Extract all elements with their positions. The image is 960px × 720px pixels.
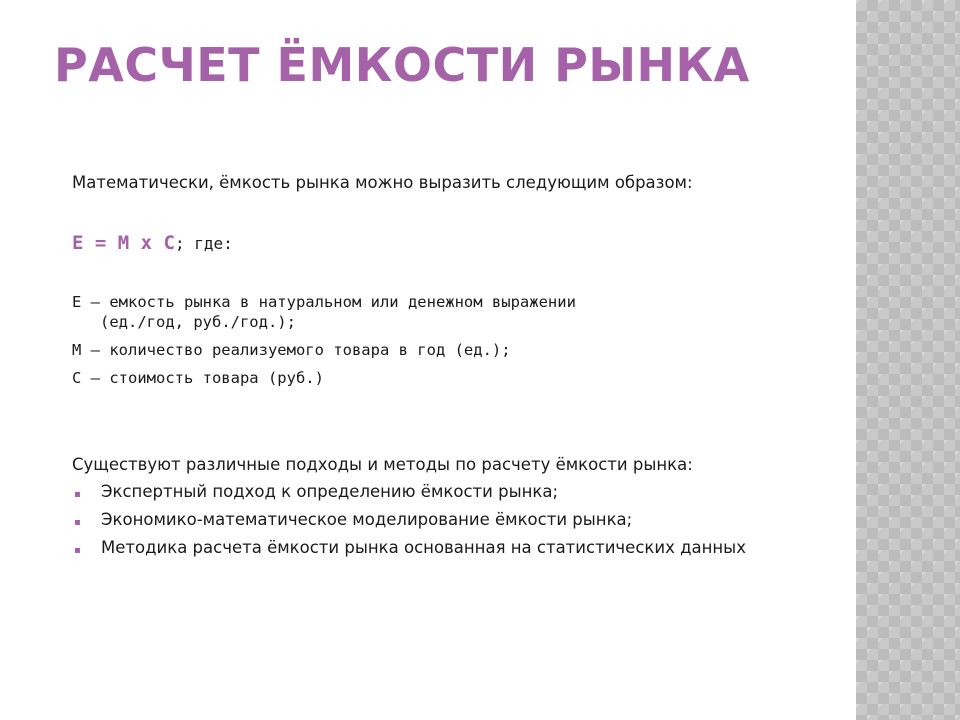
definition-m-line1: M – количество реализуемого товара в год (ед.); [72,341,511,359]
definitions-list [72,292,772,396]
formula-suffix: ; где: [174,234,233,253]
definition-e [72,292,772,332]
bullet-icon: ▪ [74,545,81,556]
bullet-icon: ▪ [74,517,81,528]
slide-title: РАСЧЕТ ЁМКОСТИ РЫНКА [54,38,750,92]
definition-c-line1: C – стоимость товара (руб.) [72,369,324,387]
definition-e-line1: E – емкость рынка в натуральном или денежном выражении [72,293,576,311]
intro-text: Математически, ёмкость рынка можно выразить следующим образом: [72,173,693,192]
approaches-title: Существуют различные подходы и методы по расчету ёмкости рынка: [72,455,693,474]
definition-e-line2: (ед./год, руб./год.); [100,313,296,331]
decorative-side-pattern [856,0,960,720]
formula-line [72,232,233,254]
approach-text: Методика расчета ёмкости рынка основанная на статистических данных [101,538,746,557]
approach-text: Экспертный подход к определению ёмкости рынка; [101,482,559,501]
definition-m [72,340,772,360]
definition-c [72,368,772,388]
list-item [72,510,792,530]
approaches-list [72,482,792,566]
list-item [72,482,792,502]
approach-text: Экономико-математическое моделирование ёмкости рынка; [101,510,633,529]
formula-expression: E = M x C [72,232,175,254]
bullet-icon: ▪ [74,489,81,500]
list-item [72,538,792,558]
